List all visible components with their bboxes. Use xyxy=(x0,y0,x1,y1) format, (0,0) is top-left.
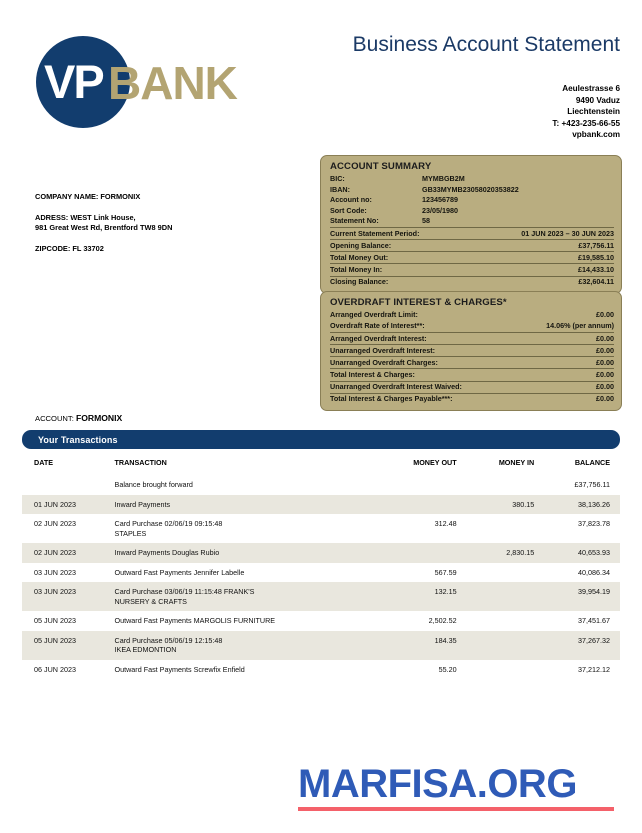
overdraft-limit-row xyxy=(330,310,614,320)
cell-money-out: 2,502.52 xyxy=(373,611,457,631)
summary-statement-no-label: Statement No: xyxy=(330,215,379,225)
customer-company: COMPANY NAME: FORMONIX xyxy=(35,192,141,201)
column-header-balance: BALANCE xyxy=(574,458,610,467)
cell-date: 02 JUN 2023 xyxy=(22,543,115,563)
logo-bank-text: BANK xyxy=(108,57,237,109)
summary-bic-value: MYMBGB2M xyxy=(422,174,465,184)
cell-money-out xyxy=(373,475,457,495)
overdraft-payable-row xyxy=(330,393,614,405)
vpbank-logo xyxy=(36,36,306,128)
transactions-table-body xyxy=(22,475,620,679)
summary-statement-no-value: 58 xyxy=(422,215,430,225)
overdraft-rate-row xyxy=(330,320,614,330)
page-title: Business Account Statement xyxy=(352,33,620,56)
summary-opening-value: £37,756.11 xyxy=(578,240,614,250)
cell-money-out: 312.48 xyxy=(373,514,457,543)
summary-money-out-row xyxy=(330,251,614,263)
overdraft-arranged-interest-row xyxy=(330,332,614,344)
marfisa-watermark xyxy=(298,762,622,811)
overdraft-rate-label: Overdraft Rate of Interest**: xyxy=(330,320,425,330)
cell-date: 06 JUN 2023 xyxy=(22,660,115,680)
cell-date: 02 JUN 2023 xyxy=(22,514,115,543)
summary-closing-value: £32,604.11 xyxy=(578,277,614,287)
table-row xyxy=(22,660,620,680)
cell-money-out: 567.59 xyxy=(373,563,457,583)
summary-account-no-label: Account no: xyxy=(330,195,372,205)
cell-date: 01 JUN 2023 xyxy=(22,495,115,515)
table-row xyxy=(22,582,620,611)
overdraft-totals xyxy=(330,332,614,405)
overdraft-limit-label: Arranged Overdraft Limit: xyxy=(330,310,418,320)
transactions-banner xyxy=(22,430,620,449)
overdraft-payable-label: Total Interest & Charges Payable***: xyxy=(330,394,453,404)
summary-totals xyxy=(330,227,614,288)
cell-money-in xyxy=(457,563,535,583)
account-name-line xyxy=(35,413,122,423)
overdraft-rate-value: 14.06% (per annum) xyxy=(546,320,614,330)
cell-money-out: 184.35 xyxy=(373,631,457,660)
overdraft-limit-value: £0.00 xyxy=(596,310,614,320)
cell-money-out xyxy=(373,543,457,563)
summary-account-no-row xyxy=(330,195,614,205)
summary-bic-row xyxy=(330,174,614,184)
summary-money-in-row xyxy=(330,263,614,275)
summary-sort-code-label: Sort Code: xyxy=(330,205,367,215)
cell-transaction: Balance brought forward xyxy=(115,475,373,495)
table-header-row xyxy=(22,455,620,475)
summary-money-out-label: Total Money Out: xyxy=(330,253,389,263)
cell-balance: 38,136.26 xyxy=(534,495,620,515)
cell-date: 03 JUN 2023 xyxy=(22,563,115,583)
cell-transaction: Inward Payments Douglas Rubio xyxy=(115,543,373,563)
overdraft-unarranged-charges-value: £0.00 xyxy=(596,357,614,367)
summary-closing-row xyxy=(330,276,614,288)
cell-balance: 37,212.12 xyxy=(534,660,620,680)
summary-iban-label: IBAN: xyxy=(330,184,350,194)
cell-money-in xyxy=(457,475,535,495)
cell-transaction: Card Purchase 03/06/19 11:15:48 FRANK'S NURSERY & CRAFTS xyxy=(115,582,373,611)
summary-money-out-value: £19,585.10 xyxy=(578,253,614,263)
column-header-money-out: MONEY OUT xyxy=(413,458,457,467)
summary-money-in-label: Total Money In: xyxy=(330,265,383,275)
column-header-transaction: TRANSACTION xyxy=(114,458,167,467)
cell-money-in xyxy=(457,514,535,543)
customer-address xyxy=(35,213,172,233)
transactions-table xyxy=(22,455,620,679)
table-row xyxy=(22,475,620,495)
bank-phone: T: +423-235-66-55 xyxy=(552,118,620,128)
cell-money-out xyxy=(373,495,457,515)
table-row xyxy=(22,514,620,543)
cell-money-in xyxy=(457,582,535,611)
overdraft-unarranged-charges-row xyxy=(330,356,614,368)
table-row xyxy=(22,495,620,515)
cell-money-in: 2,830.15 xyxy=(457,543,535,563)
overdraft-charges-box xyxy=(320,291,622,411)
column-header-date: DATE xyxy=(34,458,54,467)
cell-date xyxy=(22,475,115,495)
cell-date: 05 JUN 2023 xyxy=(22,611,115,631)
table-row xyxy=(22,611,620,631)
cell-transaction: Inward Payments xyxy=(115,495,373,515)
summary-period-value: 01 JUN 2023 – 30 JUN 2023 xyxy=(521,228,614,238)
cell-money-in xyxy=(457,660,535,680)
account-summary-title: ACCOUNT SUMMARY xyxy=(330,161,432,172)
customer-address-line2: 981 Great West Rd, Brentford TW8 9DN xyxy=(35,223,173,232)
bank-address-line2: 9490 Vaduz xyxy=(575,95,620,105)
bank-address-block xyxy=(552,83,620,141)
column-header-money-in: MONEY IN xyxy=(498,458,535,467)
summary-sort-code-row xyxy=(330,205,614,215)
cell-money-out: 55.20 xyxy=(373,660,457,680)
summary-iban-row xyxy=(330,184,614,194)
summary-iban-value: GB33MYMB23058020353822 xyxy=(422,184,519,194)
transactions-table-head xyxy=(22,455,620,475)
overdraft-title: OVERDRAFT INTEREST & CHARGES* xyxy=(330,297,507,308)
watermark-text: MARFISA.ORG xyxy=(298,762,577,806)
cell-money-in xyxy=(457,611,535,631)
page-header xyxy=(0,0,642,150)
summary-opening-label: Opening Balance: xyxy=(330,240,392,250)
overdraft-unarranged-interest-label: Unarranged Overdraft Interest: xyxy=(330,345,436,355)
cell-balance: 40,653.93 xyxy=(534,543,620,563)
summary-bic-label: BIC: xyxy=(330,174,345,184)
overdraft-waived-value: £0.00 xyxy=(596,382,614,392)
cell-money-in: 380.15 xyxy=(457,495,535,515)
overdraft-total-value: £0.00 xyxy=(596,370,614,380)
cell-date: 05 JUN 2023 xyxy=(22,631,115,660)
account-name-value: FORMONIX xyxy=(75,413,123,423)
summary-money-in-value: £14,433.10 xyxy=(578,265,614,275)
summary-statement-no-row xyxy=(330,216,614,226)
account-name-label: ACCOUNT: xyxy=(35,414,74,423)
customer-address-line1: ADRESS: WEST Link House, xyxy=(35,213,136,222)
summary-period-label: Current Statement Period: xyxy=(330,228,420,238)
logo-vp-text: VP xyxy=(44,55,103,108)
summary-account-no-value: 123456789 xyxy=(422,195,458,205)
overdraft-total-row xyxy=(330,368,614,380)
overdraft-unarranged-interest-row xyxy=(330,344,614,356)
cell-date: 03 JUN 2023 xyxy=(22,582,115,611)
bank-address-line1: Aeulestrasse 6 xyxy=(562,84,620,93)
customer-block xyxy=(35,192,172,254)
transactions-banner-label: Your Transactions xyxy=(38,434,118,445)
summary-closing-label: Closing Balance: xyxy=(330,277,389,287)
table-row xyxy=(22,563,620,583)
table-row xyxy=(22,631,620,660)
cell-money-in xyxy=(457,631,535,660)
overdraft-waived-label: Unarranged Overdraft Interest Waived: xyxy=(330,382,462,392)
cell-transaction: Outward Fast Payments Screwfix Enfield xyxy=(115,660,373,680)
summary-opening-row xyxy=(330,239,614,251)
cell-balance: 37,267.32 xyxy=(534,631,620,660)
overdraft-arranged-interest-value: £0.00 xyxy=(596,333,614,343)
cell-balance: 37,823.78 xyxy=(534,514,620,543)
transaction-description-line2: NURSERY & CRAFTS xyxy=(114,596,187,606)
cell-transaction: Outward Fast Payments MARGOLIS FURNITURE xyxy=(115,611,373,631)
transaction-description-line2: IKEA EDMONTION xyxy=(114,645,177,654)
overdraft-waived-row xyxy=(330,381,614,393)
cell-balance: 37,451.67 xyxy=(534,611,620,631)
cell-balance: £37,756.11 xyxy=(534,475,620,495)
cell-balance: 39,954.19 xyxy=(534,582,620,611)
overdraft-arranged-interest-label: Arranged Overdraft Interest: xyxy=(330,333,427,343)
cell-transaction: Outward Fast Payments Jennifer Labelle xyxy=(115,563,373,583)
overdraft-total-label: Total Interest & Charges: xyxy=(330,370,415,380)
cell-transaction: Card Purchase 02/06/19 09:15:48 STAPLES xyxy=(115,514,373,543)
overdraft-payable-value: £0.00 xyxy=(596,394,614,404)
summary-sort-code-value: 23/05/1980 xyxy=(422,205,458,215)
bank-address-line3: Liechtenstein xyxy=(567,107,620,116)
cell-money-out: 132.15 xyxy=(373,582,457,611)
customer-zipcode: ZIPCODE: FL 33702 xyxy=(35,244,104,253)
cell-balance: 40,086.34 xyxy=(534,563,620,583)
table-row xyxy=(22,543,620,563)
transaction-description-line2: STAPLES xyxy=(114,528,147,538)
summary-period-row xyxy=(330,227,614,239)
account-summary-box xyxy=(320,155,622,294)
bank-website: vpbank.com xyxy=(572,130,620,139)
overdraft-unarranged-charges-label: Unarranged Overdraft Charges: xyxy=(330,357,438,367)
cell-transaction: Card Purchase 05/06/19 12:15:48 IKEA EDMONTION xyxy=(115,631,373,660)
overdraft-unarranged-interest-value: £0.00 xyxy=(596,345,614,355)
watermark-underline xyxy=(298,807,614,811)
